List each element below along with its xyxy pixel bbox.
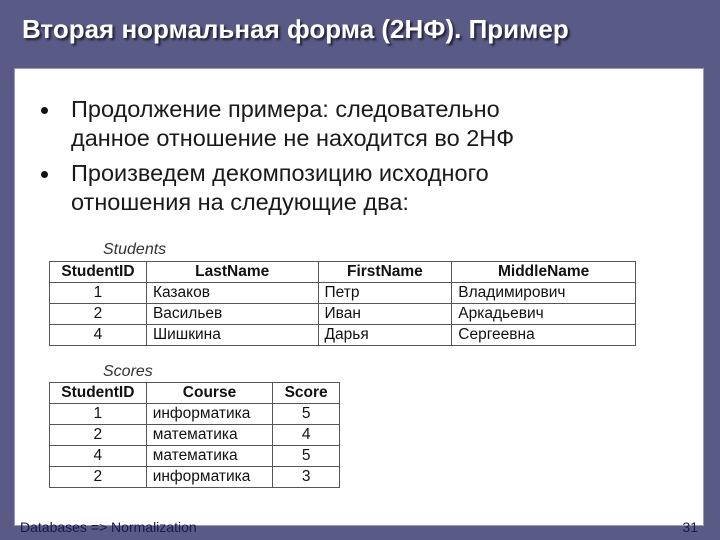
table-row xyxy=(50,425,340,446)
scores-table xyxy=(49,382,340,488)
table-cell: 1 xyxy=(50,404,147,425)
column-header: Score xyxy=(273,383,340,404)
bullet-item xyxy=(15,95,705,153)
bullet-line: Произведем декомпозицию исходного xyxy=(71,160,489,186)
footer-course-label: Databases => Normalization xyxy=(20,519,197,535)
table-row xyxy=(50,283,636,304)
column-header: LastName xyxy=(146,262,318,283)
table-row xyxy=(50,467,340,488)
bullet-line: данное отношение не находится во 2НФ xyxy=(71,125,515,151)
table-cell: Петр xyxy=(318,283,452,304)
table-cell: Шишкина xyxy=(146,325,318,346)
table-cell: математика xyxy=(146,425,273,446)
column-header: StudentID xyxy=(50,383,147,404)
scores-table-caption: Scores xyxy=(103,363,153,380)
bullet-list xyxy=(15,95,705,223)
table-cell: Дарья xyxy=(318,325,452,346)
table-cell: 2 xyxy=(50,304,147,325)
slide-title: Вторая нормальная форма (2НФ). Пример xyxy=(22,14,569,44)
column-header: MiddleName xyxy=(452,262,636,283)
bullet-item xyxy=(15,159,705,217)
bullet-line: Продолжение примера: следовательно xyxy=(71,96,500,122)
table-cell: 2 xyxy=(50,425,147,446)
table-cell: 5 xyxy=(273,404,340,425)
table-cell: 5 xyxy=(273,446,340,467)
table-cell: Васильев xyxy=(146,304,318,325)
bullet-dot-icon xyxy=(41,171,48,178)
table-row xyxy=(50,325,636,346)
table-row xyxy=(50,446,340,467)
column-header: FirstName xyxy=(318,262,452,283)
bullet-line: отношения на следующие два: xyxy=(71,189,409,215)
table-cell: информатика xyxy=(146,404,273,425)
column-header: StudentID xyxy=(50,262,147,283)
table-cell: 4 xyxy=(50,325,147,346)
table-cell: Казаков xyxy=(146,283,318,304)
table-cell: 3 xyxy=(273,467,340,488)
table-cell: Аркадьевич xyxy=(452,304,636,325)
page-number: 31 xyxy=(682,519,698,535)
students-table-caption: Students xyxy=(103,241,167,258)
content-panel xyxy=(14,68,704,526)
table-cell: 4 xyxy=(50,446,147,467)
table-header-row xyxy=(50,383,340,404)
table-cell: Владимирович xyxy=(452,283,636,304)
table-header-row xyxy=(50,262,636,283)
table-cell: 2 xyxy=(50,467,147,488)
table-cell: Сергеевна xyxy=(452,325,636,346)
table-cell: информатика xyxy=(146,467,273,488)
students-table xyxy=(49,261,636,346)
table-cell: математика xyxy=(146,446,273,467)
table-cell: 4 xyxy=(273,425,340,446)
table-row xyxy=(50,304,636,325)
table-row xyxy=(50,404,340,425)
bullet-dot-icon xyxy=(41,107,48,114)
table-cell: Иван xyxy=(318,304,452,325)
column-header: Course xyxy=(146,383,273,404)
table-cell: 1 xyxy=(50,283,147,304)
